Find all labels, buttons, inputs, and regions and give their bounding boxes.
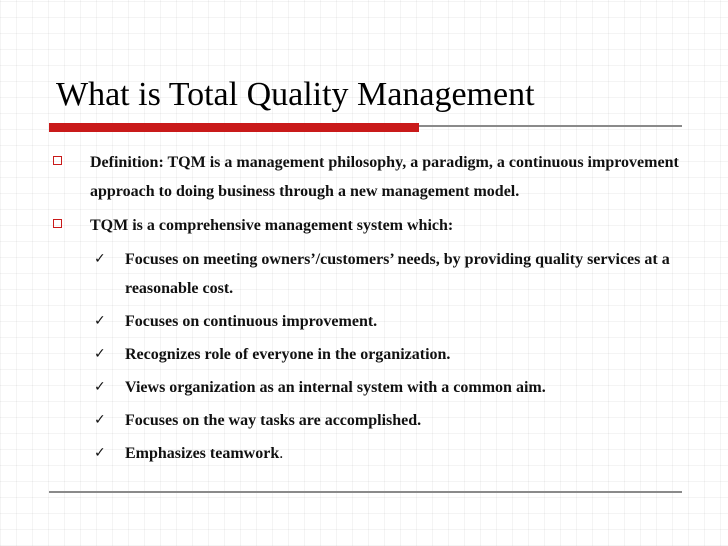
- sub-bullet-item: [50, 340, 690, 369]
- bullet-item: [50, 148, 690, 206]
- sub-bullet-item: [50, 307, 690, 336]
- checkmark-icon: ✓: [94, 313, 106, 329]
- sub-bullet-suffix: .: [279, 445, 284, 462]
- checkmark-icon: ✓: [94, 445, 106, 461]
- sub-bullet-text: Recognizes role of everyone in the organization.: [125, 346, 451, 363]
- sub-bullet-text: Focuses on meeting owners’/customers’ needs, by providing quality services at a reasonable cost.: [125, 251, 670, 297]
- bullet-text: Definition: TQM is a management philosophy, a paradigm, a continuous improvement approach to doing business through a new management model.: [90, 154, 679, 200]
- title-underline-accent: [49, 123, 419, 132]
- bullet-item: [50, 211, 690, 240]
- sub-bullet-text: Focuses on continuous improvement.: [125, 313, 378, 330]
- sub-bullet-text: Focuses on the way tasks are accomplished.: [125, 412, 422, 429]
- sub-bullet-item: [50, 406, 690, 435]
- footer-rule: [49, 491, 682, 493]
- sub-bullet-item: [50, 373, 690, 402]
- slide-title: What is Total Quality Management: [56, 76, 535, 113]
- bullet-text: TQM is a comprehensive management system which:: [90, 217, 454, 234]
- title-underline-rule: [419, 125, 682, 127]
- slide-content: [50, 148, 690, 472]
- checkmark-icon: ✓: [94, 251, 106, 267]
- sub-bullet-item: [50, 245, 690, 303]
- sub-bullet-item: [50, 439, 690, 468]
- hollow-square-icon: [53, 156, 62, 165]
- checkmark-icon: ✓: [94, 346, 106, 362]
- checkmark-icon: ✓: [94, 379, 106, 395]
- hollow-square-icon: [53, 219, 62, 228]
- sub-bullet-text: Emphasizes teamwork: [125, 445, 280, 462]
- checkmark-icon: ✓: [94, 412, 106, 428]
- sub-bullet-text: Views organization as an internal system with a common aim.: [125, 379, 546, 396]
